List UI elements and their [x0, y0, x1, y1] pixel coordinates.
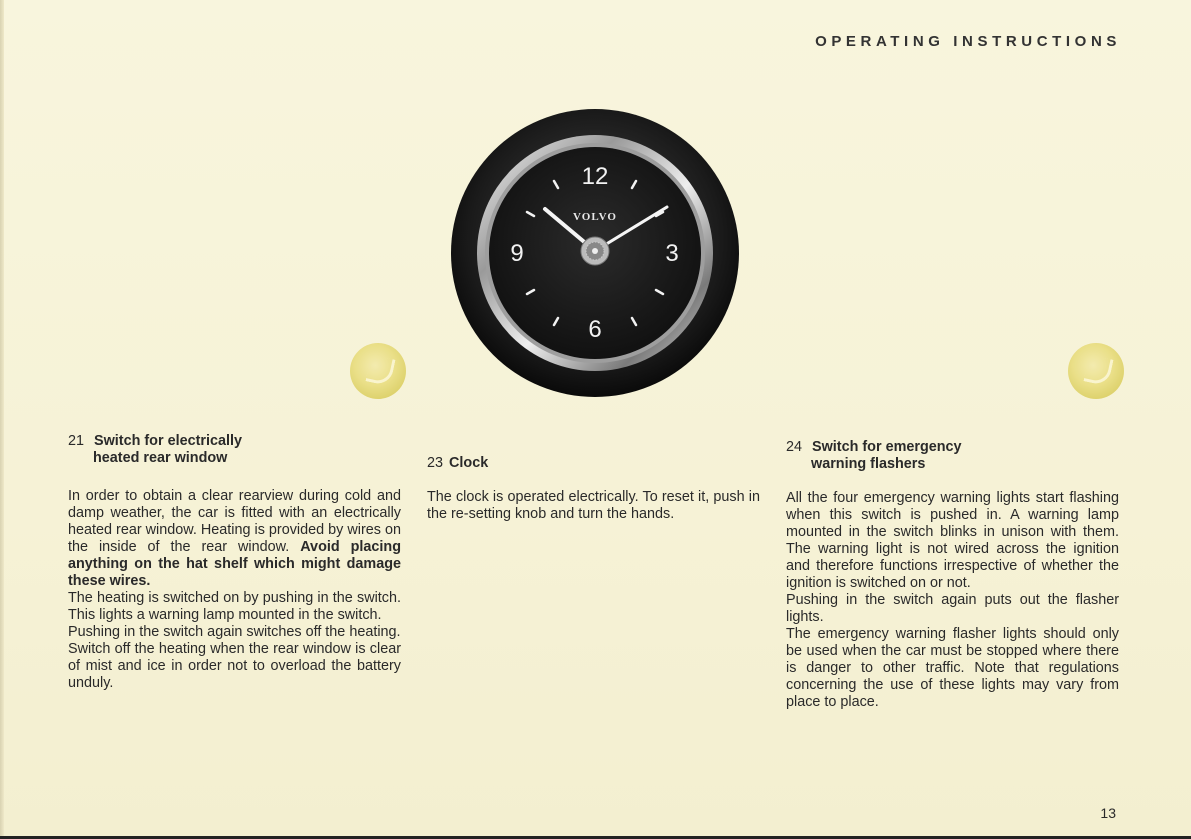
clock-icon — [450, 108, 740, 398]
section-23-paragraph-1: The clock is operated electrically. To reset it, push in the re-setting knob and turn the hands. — [427, 489, 760, 522]
section-24-paragraph-1: All the four emergency warning lights start flashing when this switch is pushed in. A warning lamp mounted in the switch blinks in unison with them. The warning light is not wired across the ignition and therefore functions irrespective of whether the ignition is switched on or not. — [786, 490, 1119, 591]
section-24-title-line1: Switch for emergency — [812, 439, 962, 455]
section-23-heading — [427, 455, 760, 472]
section-21-title-line1: Switch for electrically — [94, 433, 242, 449]
clock-illustration — [450, 108, 740, 398]
section-24-title-line2: warning flashers — [811, 456, 926, 472]
section-21-paragraph-3: Pushing in the switch again switches off the heating. — [68, 624, 401, 640]
switch-button-icon-left — [350, 343, 406, 399]
section-24-number: 24 — [786, 439, 803, 455]
section-21-paragraph-1: In order to obtain a clear rearview during cold and damp weather, the car is fitted with an electrically heated rear window. Heating is provided by wires on the inside of the rear window. — [68, 488, 401, 555]
clock-numeral-6: 6 — [588, 316, 602, 343]
section-23-number: 23 — [427, 455, 444, 471]
section-24-paragraph-3: The emergency warning flasher lights should only be used when the car must be stopped where there is danger to other traffic. Note that regulations concerning the use of these lights may vary from place to place. — [786, 626, 1119, 710]
clock-numeral-12: 12 — [581, 163, 609, 190]
page-left-edge — [0, 0, 4, 839]
section-23 — [427, 455, 760, 523]
section-21-paragraph-2: The heating is switched on by pushing in the switch. This lights a warning lamp mounted in the switch. — [68, 590, 401, 623]
section-21-body — [68, 488, 401, 692]
section-21-heading — [68, 433, 401, 467]
section-21-paragraph-4: Switch off the heating when the rear window is clear of mist and ice in order not to overload the battery unduly. — [68, 641, 401, 691]
section-21-warning: Avoid placing anything on the hat shelf which might damage these wires. — [68, 539, 401, 589]
section-24 — [786, 439, 1119, 711]
page-header: OPERATING INSTRUCTIONS — [815, 33, 1121, 50]
section-24-heading — [786, 439, 1119, 473]
section-23-title: Clock — [449, 455, 489, 471]
switch-button-icon-right — [1068, 343, 1124, 399]
section-21-title-line2: heated rear window — [93, 450, 228, 466]
section-21-number: 21 — [68, 433, 85, 449]
clock-brand: VOLVO — [573, 211, 617, 223]
page-number: 13 — [1100, 805, 1116, 821]
section-23-body — [427, 489, 760, 523]
clock-numeral-9: 9 — [510, 240, 524, 267]
section-24-body — [786, 490, 1119, 711]
section-21 — [68, 433, 401, 692]
clock-numeral-3: 3 — [665, 240, 679, 267]
section-24-paragraph-2: Pushing in the switch again puts out the flasher lights. — [786, 592, 1119, 625]
